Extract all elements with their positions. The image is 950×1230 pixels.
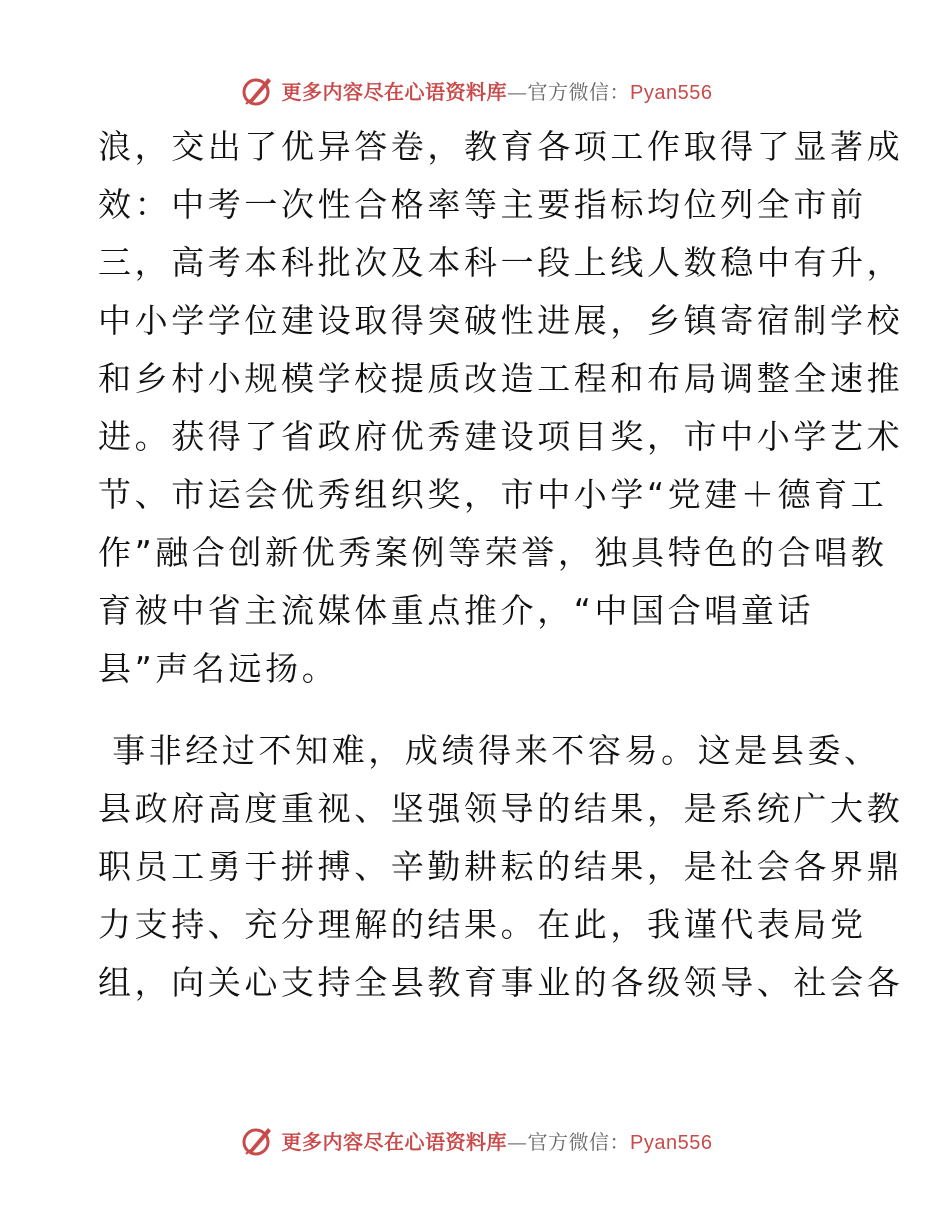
footer-watermark — [0, 1120, 950, 1160]
text-line: 事非经过不知难，成绩得来不容易。这是县委、 — [98, 731, 881, 770]
text-line: 组，向关心支持全县教育事业的各级领导、社会各 — [98, 963, 904, 1002]
watermark-dash: — — [507, 1129, 528, 1154]
paragraph-spacer — [98, 698, 858, 722]
text-line: 力支持、充分理解的结果。在此，我谨代表局党 — [98, 905, 867, 944]
document-body — [98, 118, 904, 1012]
text-line: 中小学学位建设取得突破性进展，乡镇寄宿制学校 — [98, 301, 904, 340]
quill-logo-icon — [238, 72, 274, 108]
watermark-wechat-handle: Pyan556 — [630, 81, 713, 104]
text-line: 节、市运会优秀组织奖，市中小学“党建＋德育工 — [98, 475, 888, 514]
text-line: 职员工勇于拼搏、辛勤耕耘的结果，是社会各界鼎 — [98, 847, 904, 886]
watermark-dash: — — [507, 79, 528, 104]
paragraph-1 — [98, 118, 904, 698]
text-line: 浪，交出了优异答卷，教育各项工作取得了显著成 — [98, 127, 904, 166]
watermark-text — [282, 1126, 713, 1155]
watermark-brand: 更多内容尽在心语资料库 — [281, 79, 508, 104]
text-line: 县政府高度重视、坚强领导的结果，是系统广大教 — [98, 789, 904, 828]
watermark-wechat-label: 官方微信： — [527, 79, 631, 104]
text-line: 作”融合创新优秀案例等荣誉，独具特色的合唱教 — [98, 533, 888, 572]
watermark-brand: 更多内容尽在心语资料库 — [281, 1129, 508, 1154]
watermark-wechat-label: 官方微信： — [527, 1129, 631, 1154]
watermark-text — [282, 76, 713, 105]
quill-logo-icon — [238, 1122, 274, 1158]
watermark-wechat-handle: Pyan556 — [630, 1131, 713, 1154]
header-watermark — [0, 70, 950, 110]
text-line: 和乡村小规模学校提质改造工程和布局调整全速推 — [98, 359, 904, 398]
text-line: 进。获得了省政府优秀建设项目奖，市中小学艺术 — [98, 417, 904, 456]
text-line: 县”声名远扬。 — [98, 649, 339, 688]
text-line: 三，高考本科批次及本科一段上线人数稳中有升， — [98, 243, 904, 282]
text-line: 效：中考一次性合格率等主要指标均位列全市前 — [98, 185, 867, 224]
paragraph-2 — [98, 722, 904, 1012]
text-line: 育被中省主流媒体重点推介，“中国合唱童话 — [98, 591, 815, 630]
